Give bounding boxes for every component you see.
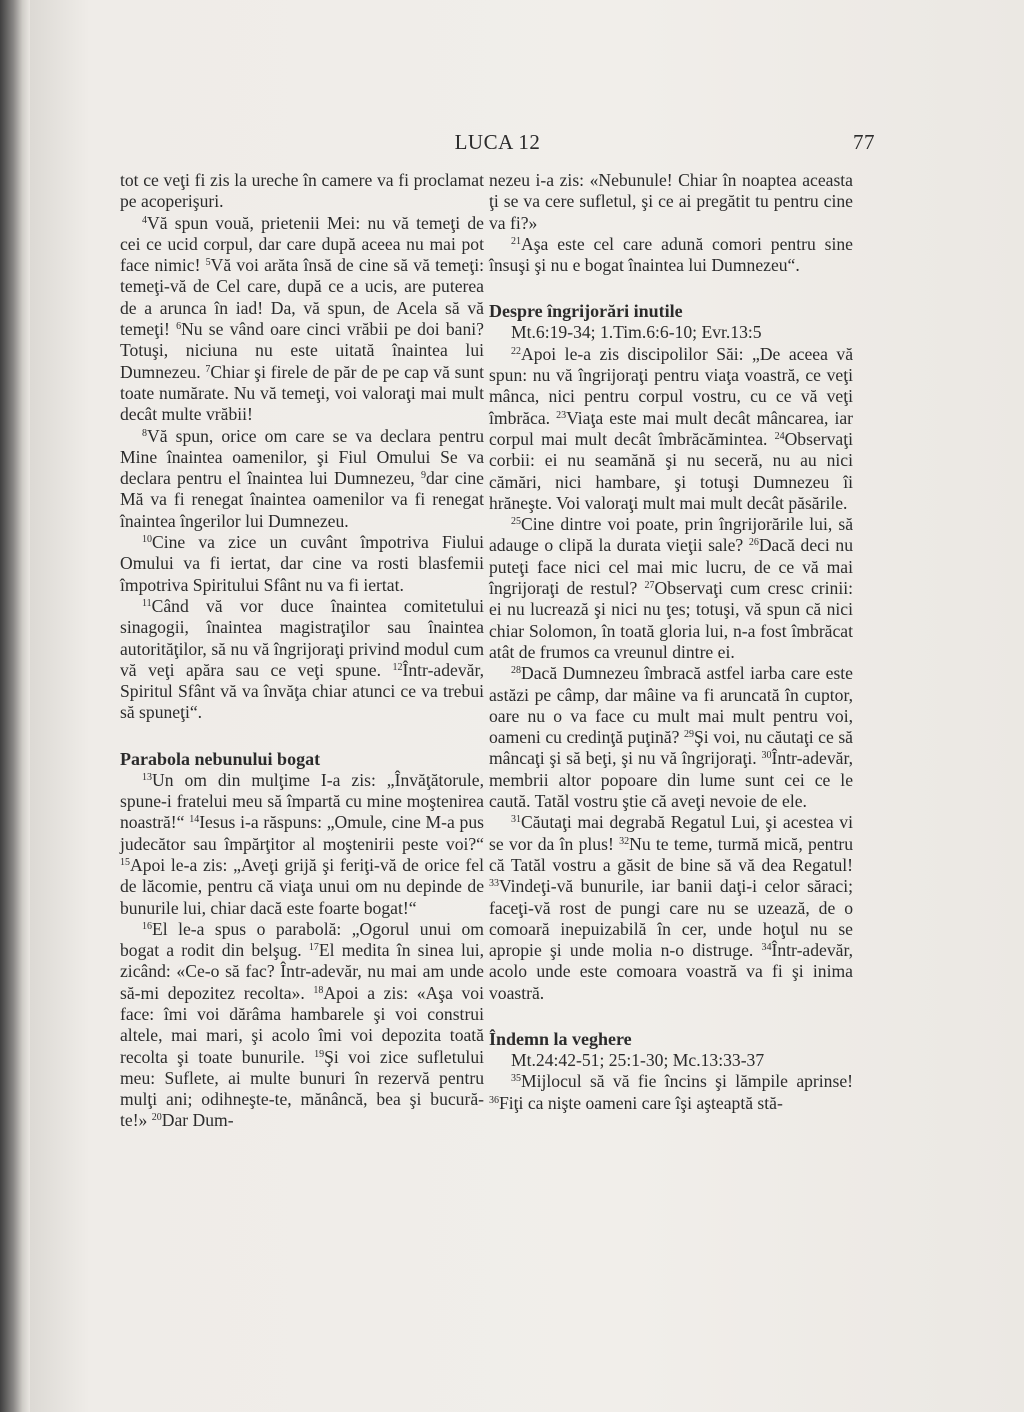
- paragraph: [120, 213, 484, 426]
- paragraph: [120, 919, 484, 1132]
- verse-number: 23: [556, 409, 567, 421]
- verse-number: 15: [120, 856, 130, 868]
- verse-text: Dar Dum-: [161, 1110, 234, 1131]
- verse-number: 11: [142, 597, 152, 609]
- verse-text: Apoi a zis: «Aşa voi face: îmi voi dărâma hambarele şi voi construi altele, mai mari, şi acolo îmi voi depozita toată recolta şi toate bunurile.: [120, 982, 484, 1067]
- verse-text: Cine dintre voi poate, prin îngrijorările lui, să adauge o clipă la durata vieţii sale?: [489, 514, 853, 556]
- left-text-column: [120, 170, 484, 1132]
- page-number: 77: [853, 130, 875, 154]
- verse-text: Vă spun, orice om care se va declara pentru Mine înaintea oamenilor, şi Fiul Omului Se va declara pentru el înaintea lui Dumnezeu,: [120, 425, 484, 489]
- paragraph: [489, 514, 853, 663]
- verse-text: Nu se vând oare cinci vrăbii pe doi bani? Totuşi, niciuna nu este uitată înaintea lui Dumnezeu.: [120, 319, 484, 382]
- verse-text: Aşa este cel care adună comori pentru sine însuşi şi nu e bogat înaintea lui Dumnezeu“.: [489, 233, 853, 276]
- verse-text: Mijlocul să vă fie încins şi lămpile aprinse!: [521, 1071, 853, 1092]
- book-spine-shadow: [0, 0, 30, 1412]
- verse-text: Vindeţi-vă bunurile, iar banii daţi-i celor săraci; faceţi-vă rost de pungi care nu se uzează, de o comoară inepuizabilă în cer, unde hoţul nu se apropie şi unde molia n-o distruge.: [489, 876, 853, 961]
- verse-text: Dacă Dumnezeu îmbracă astfel iarba care este astăzi pe câmp, dar mâine va fi aruncată în cuptor, oare nu o va face cu mult mai mult pentru voi, oameni cu credinţă puţină?: [489, 663, 853, 748]
- verse-text: Cine va zice un cuvânt împotriva Fiului Omului va fi iertat, dar cine va rosti blasfemii împotriva Spiritului Sfânt nu va fi iertat.: [120, 532, 484, 595]
- verse-number: 18: [313, 984, 324, 996]
- cross-references: Mt.24:42-51; 25:1-30; Mc.13:33-37: [511, 1049, 765, 1070]
- verse-number: 5: [205, 257, 211, 269]
- paragraph: [489, 812, 853, 1004]
- verse-number: 27: [644, 580, 655, 592]
- verse-number: 31: [511, 814, 521, 826]
- verse-text: Vă spun vouă, prietenii Mei: nu vă temeţi de cei ce ucid corpul, dar care după aceea nu mai pot face nimic!: [120, 212, 484, 276]
- verse-text: Într-adevăr, acolo unde este comoara voastră va fi şi inima voastră.: [489, 940, 853, 1003]
- paragraph: tot ce veţi fi zis la ureche în camere va fi proclamat pe acoperişuri.: [120, 170, 484, 212]
- verse-number: 25: [511, 516, 521, 528]
- verse-number: 28: [511, 665, 521, 677]
- verse-number: 19: [314, 1048, 325, 1060]
- verse-text: Şi voi, nu căutaţi ce să mâncaţi şi să beţi, şi nu vă îngrijoraţi.: [489, 727, 853, 769]
- verse-text: Într-adevăr, membrii altor popoare din lume sunt cei ce le caută. Tatăl vostru ştie că aveţi nevoie de ele.: [489, 748, 853, 812]
- paragraph: [120, 770, 484, 919]
- verse-number: 8: [142, 427, 147, 439]
- verse-number: 4: [142, 214, 147, 226]
- verse-number: 14: [189, 814, 200, 826]
- verse-text: Fiţi ca nişte oameni care îşi aşteaptă stă-: [499, 1092, 783, 1113]
- paragraph: [120, 426, 484, 532]
- verse-text: Căutaţi mai degrabă Regatul Lui, şi acestea vi se vor da în plus!: [489, 812, 853, 854]
- paragraph: nezeu i-a zis: «Nebunule! Chiar în noaptea aceasta ţi se va cere sufletul, şi ce ai pregătit tu pentru cine va fi?»: [489, 170, 853, 233]
- verse-number: 29: [683, 729, 694, 741]
- verse-text: Când vă vor duce înaintea comitetului sinagogii, înaintea magistraţilor sau înaintea autorităţilor, să nu vă îngrijoraţi privind modul cum vă veţi apăra sau ce veţi spune.: [120, 595, 484, 680]
- verse-text: dar cine Mă va fi renegat înaintea oamenilor va fi renegat înaintea îngerilor lui Dumnezeu.: [120, 468, 484, 531]
- verse-text: Într-adevăr, Spiritul Sfânt vă va învăţa chiar atunci ce va trebui să spuneţi“.: [120, 659, 484, 723]
- verse-text: Nu te teme, turmă mică, pentru că Tatăl vostru a găsit de bine să vă dea Regatul!: [489, 833, 853, 875]
- verse-number: 16: [142, 920, 152, 932]
- verse-number: 30: [761, 750, 772, 762]
- verse-number: 7: [205, 363, 211, 375]
- paragraph: [489, 234, 853, 277]
- verse-number: 22: [511, 345, 521, 357]
- verse-number: 12: [392, 661, 403, 673]
- paragraph: [489, 344, 853, 514]
- section-heading: Parabola nebunului bogat: [120, 748, 321, 769]
- running-header: [120, 130, 875, 164]
- verse-number: 26: [748, 537, 759, 549]
- verse-number: 20: [151, 1112, 162, 1124]
- verse-number: 36: [489, 1094, 499, 1106]
- cross-references: Mt.6:19-34; 1.Tim.6:6-10; Evr.13:5: [511, 322, 762, 343]
- chapter-title: LUCA 12: [454, 130, 541, 154]
- verse-number: 32: [619, 835, 630, 847]
- paragraph: [489, 663, 853, 812]
- section-heading: Îndemn la veghere: [489, 1028, 632, 1049]
- verse-number: 9: [420, 470, 426, 482]
- paragraph: [489, 1071, 853, 1114]
- verse-text: Un om din mulţime I-a zis: „Învăţătorule, spune-i fratelui meu să împartă cu mine moştenirea noastră!“: [120, 769, 484, 833]
- verse-number: 10: [142, 534, 152, 546]
- verse-number: 21: [511, 235, 521, 247]
- verse-text: Dacă deci nu puteţi face nici cel mai mic lucru, de ce vă mai îngrijoraţi de restul?: [489, 535, 853, 599]
- verse-number: 34: [761, 942, 772, 954]
- verse-text: Observaţi corbii: ei nu seamănă şi nu seceră, nu au nici cămări, nici hambare, şi totuşi Dumnezeu îi hrăneşte. Voi valoraţi mult mai mult decât păsările.: [489, 428, 853, 513]
- right-text-column: [489, 170, 853, 1114]
- verse-number: 13: [142, 771, 152, 783]
- verse-text: El medita în sinea lui, zicând: «Ce-o să fac? Într-adevăr, nu mai am unde să-mi depozitez recolta».: [120, 940, 484, 1003]
- section-heading: Despre îngrijorări inutile: [489, 301, 683, 322]
- verse-text: Observaţi cum cresc crinii: ei nu lucrează şi nici nu ţes; totuşi, vă spun că nici chiar Solomon, în toată gloria lui, n-a fost îmbrăcat atât de frumos ca vreunul dintre ei.: [489, 578, 853, 662]
- verse-number: 35: [511, 1073, 521, 1085]
- verse-text: Vă voi arăta însă de cine să vă temeţi: temeţi-vă de Cel care, după ce a ucis, are puterea de a arunca în iad! Da, vă spun, de Acela să vă temeţi!: [120, 255, 484, 340]
- verse-text: Iesus i-a răspuns: „Omule, cine M-a pus judecător sau împărţitor al moştenirii peste voi?“: [120, 812, 484, 854]
- verse-number: 17: [308, 942, 319, 954]
- verse-text: Chiar şi firele de păr de pe cap vă sunt toate numărate. Nu vă temeţi, voi valoraţi mai mult decât multe vrăbii!: [120, 361, 484, 425]
- verse-text: El le-a spus o parabolă: „Ogorul unui om bogat a rodit din belşug.: [120, 918, 484, 961]
- paragraph: [120, 596, 484, 724]
- verse-text: Apoi le-a zis discipolilor Săi: „De aceea vă spun: nu vă îngrijoraţi pentru viaţa voastră, ce veţi mânca, nici pentru corpul vostru, cu ce vă veţi îmbrăca.: [489, 343, 853, 428]
- verse-number: 33: [489, 878, 499, 890]
- verse-number: 6: [176, 321, 182, 333]
- verse-text: Şi voi zice sufletului meu: Suflete, ai multe bunuri în rezervă pentru mulţi ani; odihneşte-te, mănâncă, bea şi bucură-te!»: [120, 1046, 484, 1131]
- paragraph: [120, 532, 484, 596]
- verse-number: 24: [774, 430, 785, 442]
- verse-text: Viaţa este mai mult decât mâncarea, iar corpul mai mult decât îmbrăcămintea.: [489, 407, 853, 449]
- verse-text: Apoi le-a zis: „Aveţi grijă şi feriţi-vă de orice fel de lăcomie, pentru că viaţa unui om nu depinde de bunurile lui, chiar dacă este foarte bogat!“: [120, 854, 484, 918]
